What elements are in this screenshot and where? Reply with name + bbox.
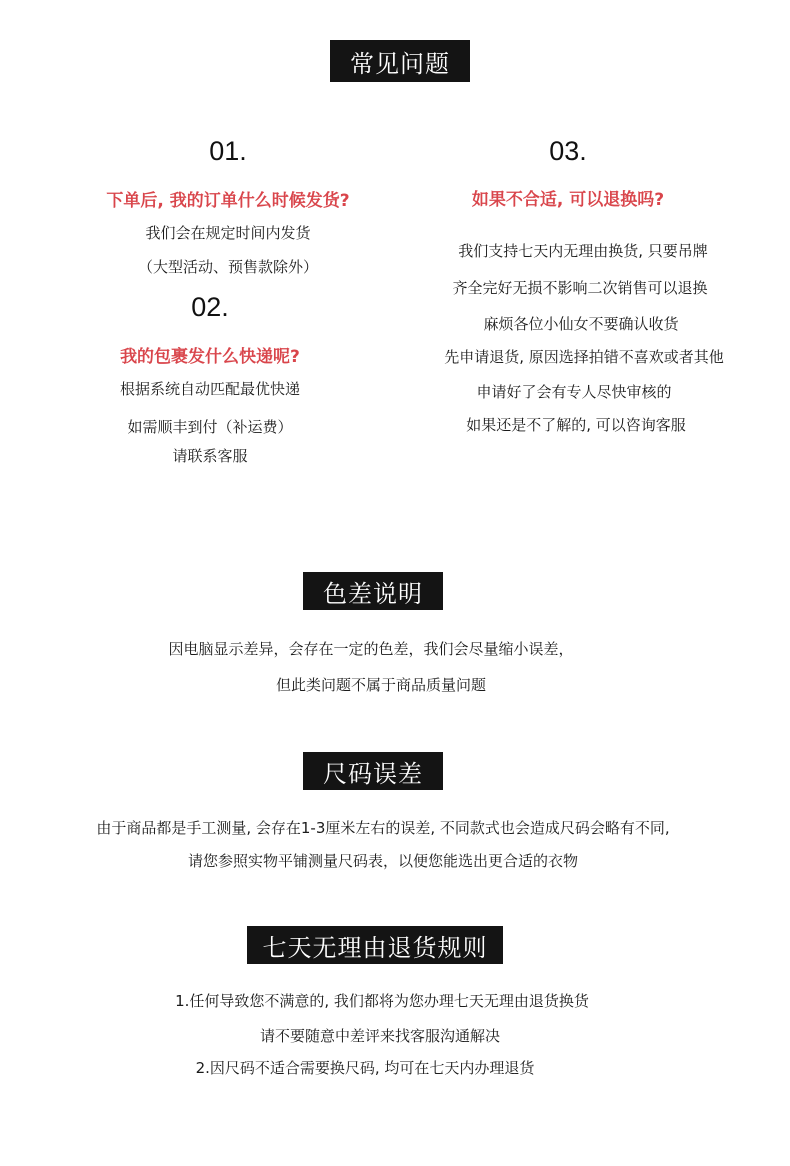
faq-q3-line-2: 齐全完好无损不影响二次销售可以退换 [452, 279, 708, 297]
faq-q1-line-2: （大型活动、预售款除外） [137, 258, 319, 276]
size-line-1: 由于商品都是手工测量, 会存在1-3厘米左右的误差, 不同款式也会造成尺码会略有不同, [96, 819, 670, 837]
faq-q2-number: 02. [191, 292, 229, 322]
faq-q3-line-4: 先申请退货, 原因选择拍错不喜欢或者其他 [444, 348, 724, 366]
faq-q1-line-1: 我们会在规定时间内发货 [145, 224, 311, 242]
faq-q1-question: 下单后, 我的订单什么时候发货? [106, 191, 350, 211]
faq-q2-line-3: 请联系客服 [172, 447, 248, 465]
faq-q2-line-1: 根据系统自动匹配最优快递 [119, 380, 301, 398]
faq-q3-number: 03. [549, 136, 587, 166]
returns-line-3: 2.因尺码不适合需要换尺码, 均可在七天内办理退货 [195, 1059, 535, 1077]
returns-title-banner: 七天无理由退货规则 [247, 926, 503, 964]
returns-line-1: 1.任何导致您不满意的, 我们都将为您办理七天无理由退货换货 [175, 992, 589, 1010]
size-line-2: 请您参照实物平铺测量尺码表，以便您能选出更合适的衣物 [187, 852, 579, 870]
faq-q3-line-5: 申请好了会有专人尽快审核的 [476, 383, 672, 401]
faq-title-banner: 常见问题 [330, 40, 470, 82]
faq-q2-line-2: 如需顺丰到付（补运费） [127, 418, 293, 436]
color-title-banner: 色差说明 [303, 572, 443, 610]
faq-q3-line-6: 如果还是不了解的, 可以咨询客服 [466, 416, 686, 434]
size-title-banner: 尺码误差 [303, 752, 443, 790]
faq-q3-line-1: 我们支持七天内无理由换货, 只要吊牌 [458, 242, 708, 260]
color-line-1: 因电脑显示差异，会存在一定的色差，我们会尽量缩小误差， [168, 640, 574, 658]
color-line-2: 但此类问题不属于商品质量问题 [275, 676, 487, 694]
faq-q3-question: 如果不合适, 可以退换吗? [471, 190, 665, 210]
faq-q2-question: 我的包裹发什么快递呢? [120, 347, 300, 367]
returns-line-2: 请不要随意中差评来找客服沟通解决 [259, 1027, 501, 1045]
faq-q3-line-3: 麻烦各位小仙女不要确认收货 [483, 315, 679, 333]
faq-q1-number: 01. [209, 136, 247, 166]
